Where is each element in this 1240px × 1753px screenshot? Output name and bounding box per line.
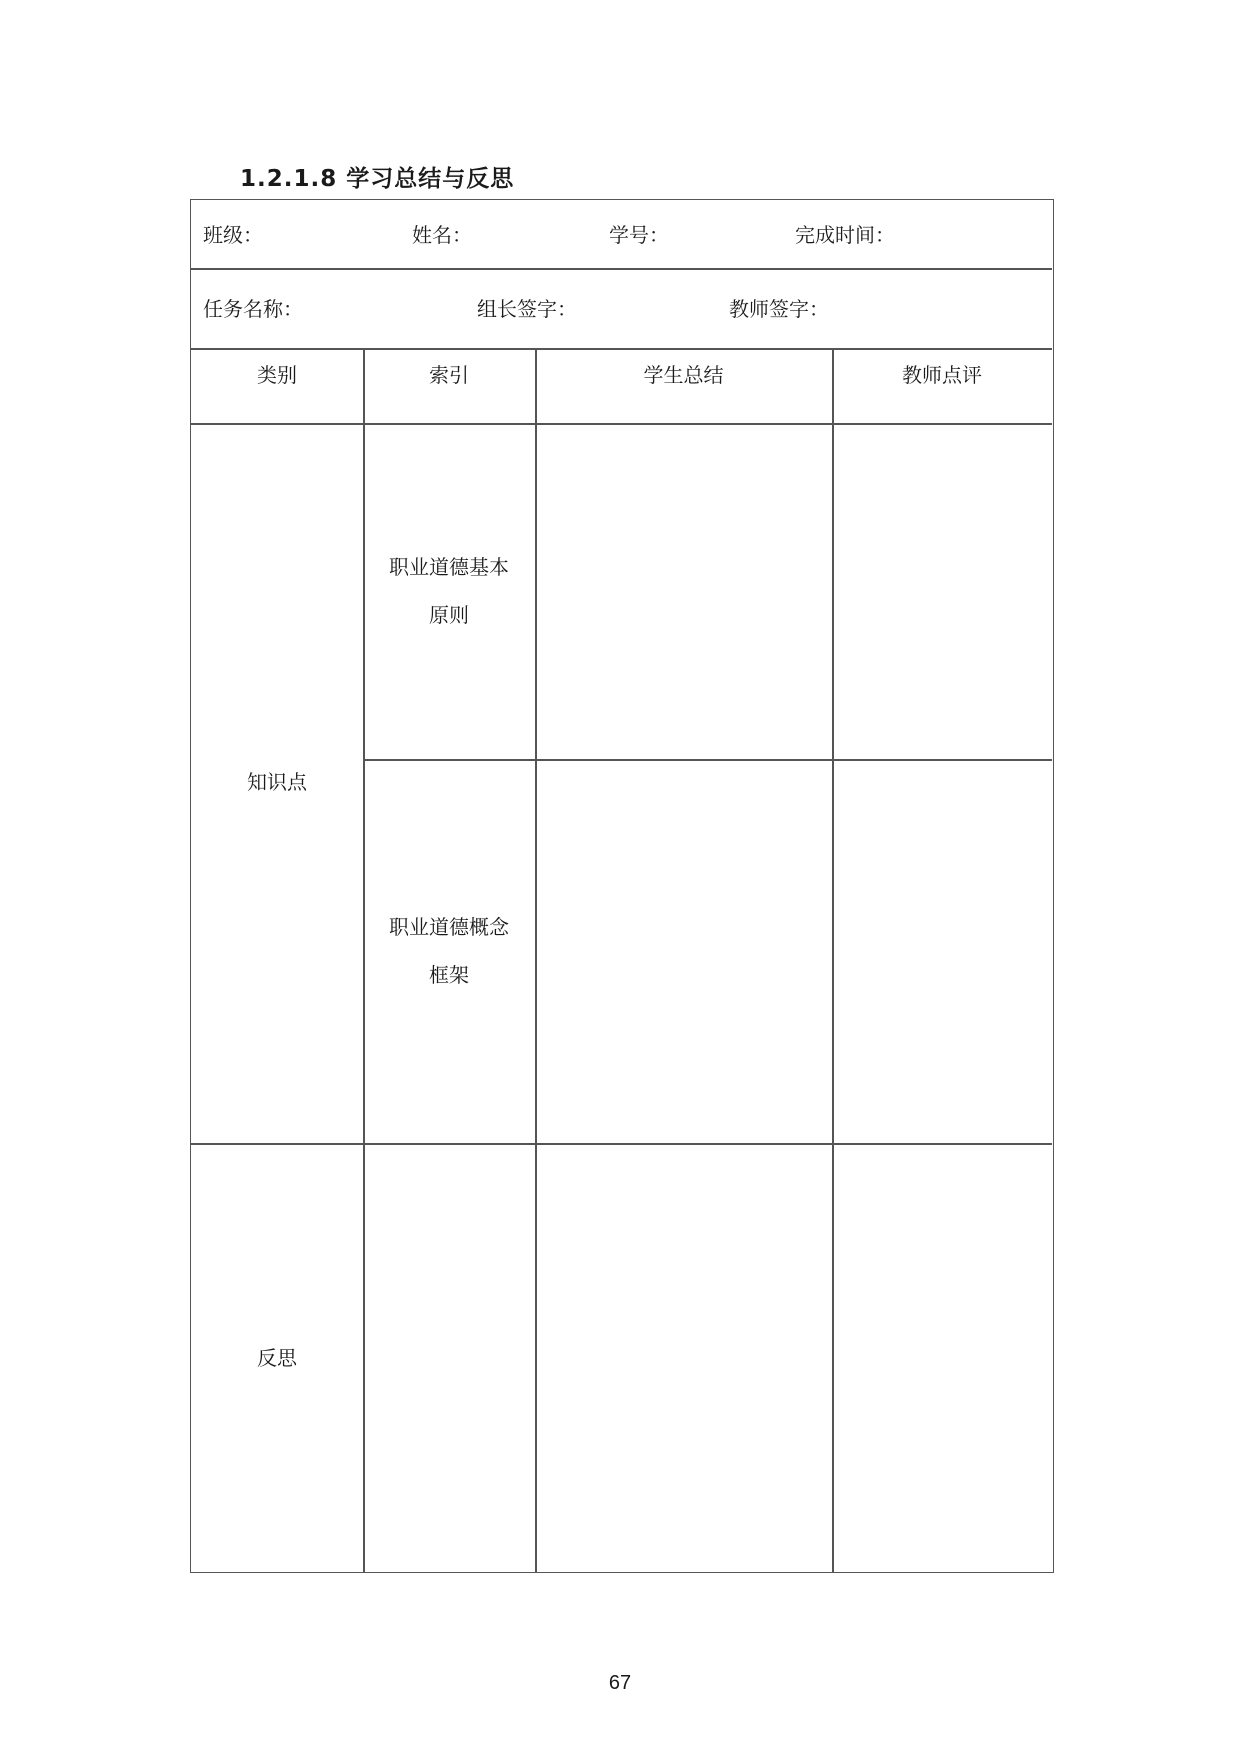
knowledge-item-2-line-2: 框架 <box>429 963 469 987</box>
name-label: 姓名： <box>412 223 472 247</box>
header-teacher-comment: 教师点评 <box>902 363 982 387</box>
row-divider-info-2 <box>191 348 1052 350</box>
leader-signature-label: 组长签字： <box>477 297 577 321</box>
header-index: 索引 <box>429 363 469 387</box>
student-id-label: 学号： <box>609 223 669 247</box>
row-divider-info-1 <box>191 268 1052 270</box>
knowledge-item-1 <box>363 543 535 639</box>
page-number: 67 <box>608 1672 632 1694</box>
column-divider-2 <box>535 348 537 1572</box>
teacher-signature-label: 教师签字： <box>729 297 829 321</box>
reflection-category-label: 反思 <box>257 1346 297 1370</box>
knowledge-item-1-line-1: 职业道德基本 <box>389 555 509 579</box>
row-divider-reflection <box>191 1143 1052 1145</box>
knowledge-item-2-line-1: 职业道德概念 <box>389 915 509 939</box>
completion-time-label: 完成时间： <box>795 223 895 247</box>
section-heading: 1.2.1.8 学习总结与反思 <box>240 166 515 192</box>
summary-reflection-form <box>190 199 1054 1573</box>
header-category: 类别 <box>257 363 297 387</box>
column-divider-3 <box>832 348 834 1572</box>
knowledge-category-label: 知识点 <box>247 770 307 794</box>
class-label: 班级： <box>203 223 263 247</box>
row-divider-knowledge-items <box>363 759 1052 761</box>
task-name-label: 任务名称： <box>203 297 303 321</box>
header-student-summary: 学生总结 <box>643 363 724 387</box>
knowledge-item-1-line-2: 原则 <box>429 603 469 627</box>
knowledge-item-2 <box>363 903 535 999</box>
row-divider-header <box>191 423 1052 425</box>
